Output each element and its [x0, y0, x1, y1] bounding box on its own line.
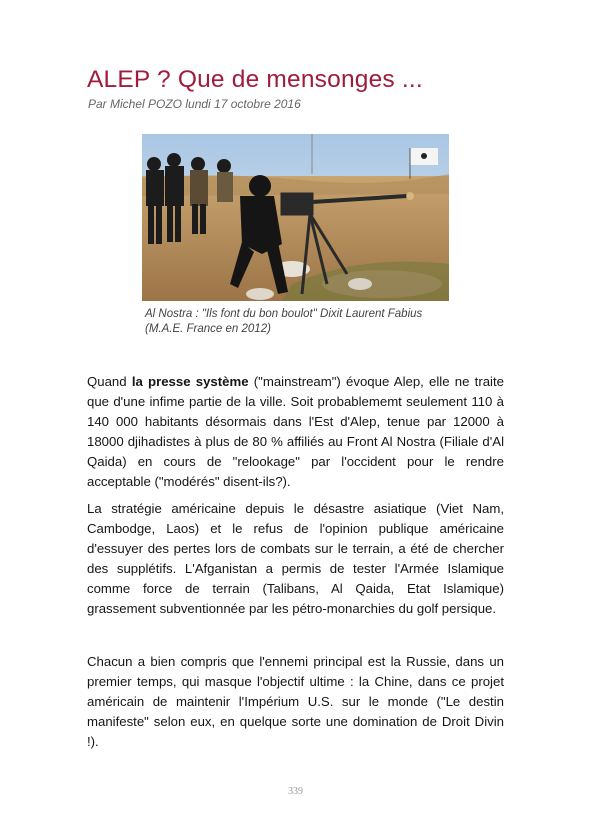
article-byline: Par Michel POZO lundi 17 octobre 2016 [88, 97, 301, 111]
paragraph-3: Chacun a bien compris que l'ennemi principal est la Russie, dans un premier temps, qui masque l'objectif ultime : la Chine, dans ce projet américain de maintenir l'Impérium U.S. sur le monde ("Le destin manifeste" selon eux, en quelque sorte une domination de Droit Divin !). [87, 654, 504, 749]
paragraph-1 [87, 372, 504, 492]
photo-caption-line2: (M.A.E. France en 2012) [145, 323, 271, 335]
photo-caption-line1: Al Nostra : "Ils font du bon boulot" Dixit Laurent Fabius [145, 308, 423, 320]
paragraph-1-start: Quand [87, 374, 132, 389]
photo-caption [145, 307, 465, 337]
article-title: ALEP ? Que de mensonges ... [87, 66, 423, 93]
article-photo [142, 134, 449, 301]
page-number: 339 [288, 786, 303, 797]
paragraph-1-rest: ("mainstream") évoque Alep, elle ne traite que d'une infime partie de la ville. Soit probablememt seulement 110 à 140 000 habitants désormais dans l'Est d'Alep, tenue par 12000 à 18000 djihadistes à plus de 80 % affiliés au Front Al Nostra (Filiale d'Al Qaida) en cours de "relookage" par l'occident pour le rendre acceptable ("modérés" disent-ils?). [87, 374, 504, 489]
paragraph-2: La stratégie américaine depuis le désastre asiatique (Viet Nam, Cambodge, Laos) et le refus de l'opinion publique américaine d'essuyer des pertes lors de combats sur le terrain, a été de chercher des supplétifs. L'Afganistan a permis de tester l'Armée Islamique comme force de terrain (Talibans, Al Qaida, Etat Islamique) grassement subventionnée par les pétro-monarchies du golf persique. [87, 501, 504, 616]
paragraph-1-bold: la presse système [131, 374, 249, 389]
